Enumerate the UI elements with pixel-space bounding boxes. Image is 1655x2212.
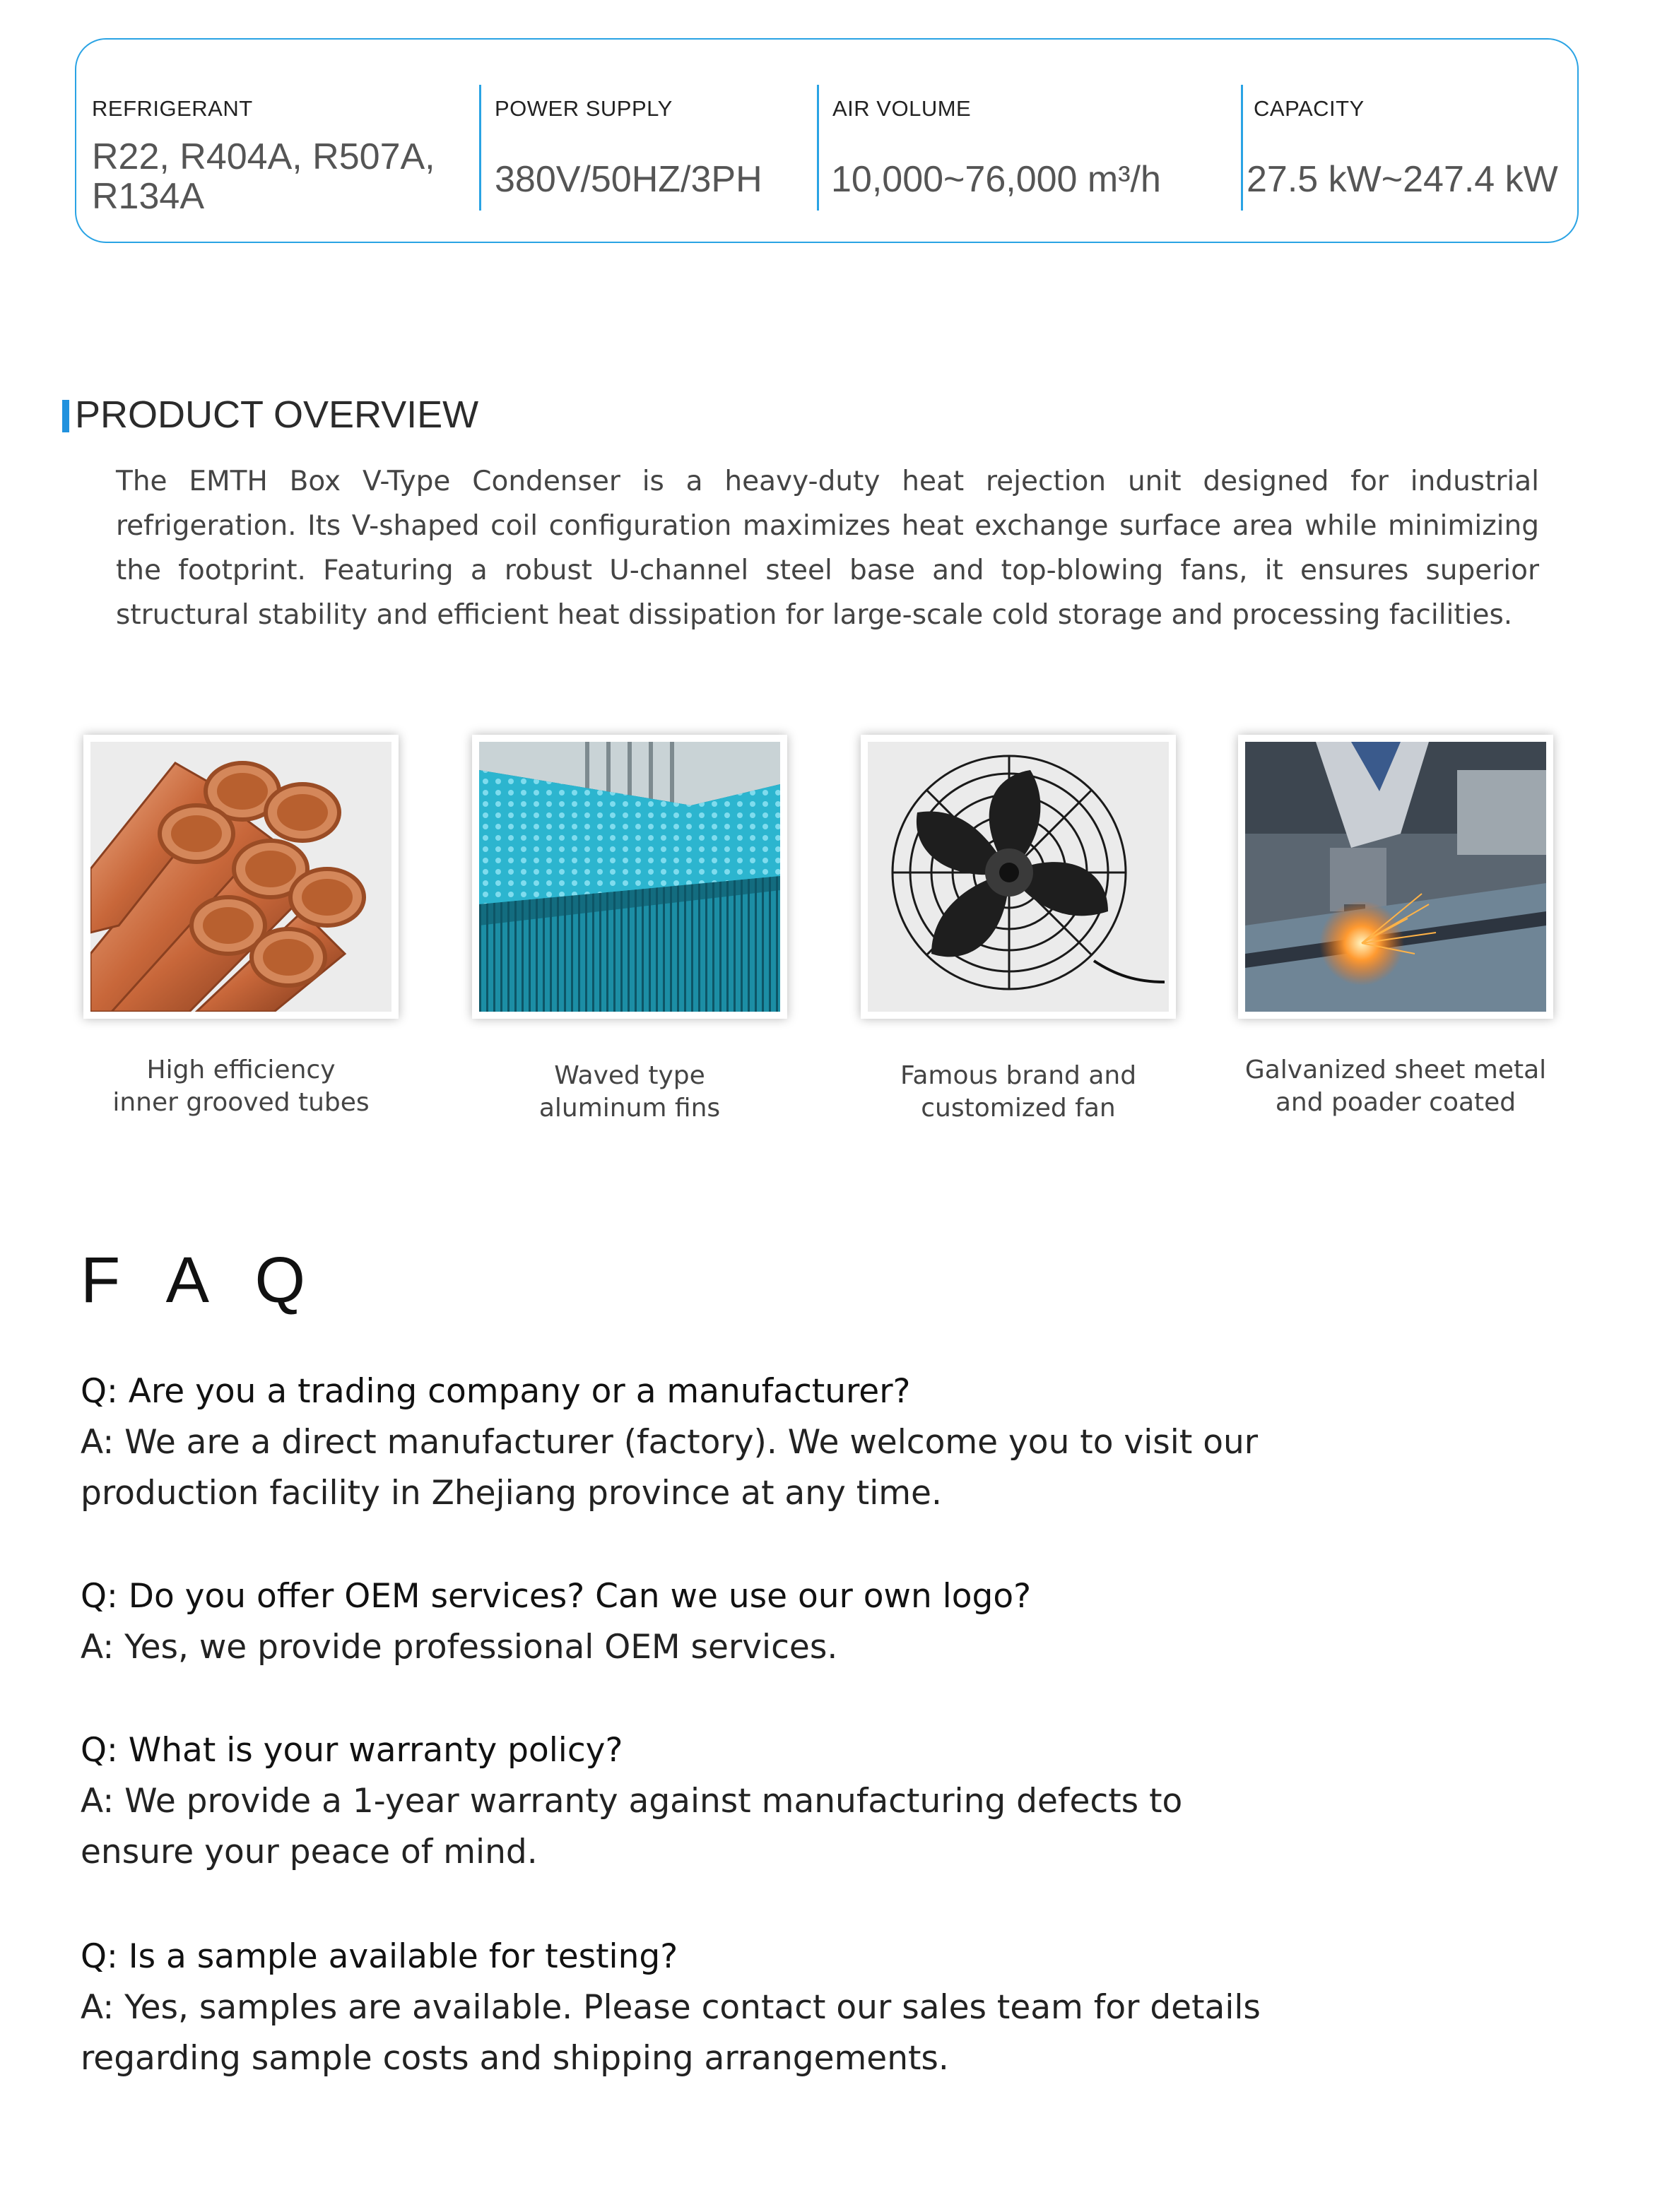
spec-value [92, 137, 435, 216]
faq-item [81, 1366, 1494, 1519]
feature-caption-tubes [57, 1054, 425, 1119]
faq-question: Q: What is your warranty policy? [81, 1731, 623, 1770]
caption-line: inner grooved tubes [112, 1088, 370, 1117]
spec-value: 10,000~76,000 m³/h [831, 159, 1161, 200]
caption-line: High efficiency [146, 1055, 336, 1084]
faq-answer [81, 1417, 1494, 1519]
copper-tubes-image [90, 742, 391, 1012]
faq-question: Q: Do you offer OEM services? Can we use our own logo? [81, 1577, 1032, 1616]
faq-title: F A Q [81, 1244, 322, 1316]
spec-value-line: R134A [92, 176, 204, 217]
feature-card-tubes [83, 735, 399, 1019]
feature-card-sheet-metal [1238, 735, 1553, 1019]
aluminum-fins-image [479, 742, 780, 1012]
faq-question: Q: Are you a trading company or a manufacturer? [81, 1372, 911, 1411]
feature-card-fins [472, 735, 787, 1019]
heading-accent-bar [62, 400, 69, 432]
feature-caption-fins [446, 1060, 813, 1125]
axial-fan-image [868, 742, 1169, 1012]
spec-label: REFRIGERANT [92, 96, 253, 121]
faq-item [81, 1571, 1494, 1673]
spec-label: CAPACITY [1254, 96, 1365, 121]
faq-answer [81, 1776, 1494, 1878]
feature-caption-fan [835, 1060, 1202, 1125]
spec-divider [817, 85, 819, 211]
faq-answer-line: A: Yes, we provide professional OEM services. [81, 1628, 838, 1667]
caption-line: Famous brand and [900, 1061, 1137, 1090]
spec-label: POWER SUPPLY [495, 96, 673, 121]
spec-divider [479, 85, 481, 211]
caption-line: customized fan [921, 1094, 1116, 1123]
spec-value: 27.5 kW~247.4 kW [1247, 159, 1558, 200]
caption-line: Galvanized sheet metal [1244, 1055, 1547, 1084]
faq-item [81, 1725, 1494, 1878]
faq-answer-line: A: We provide a 1-year warranty against manufacturing defects to [81, 1782, 1183, 1821]
feature-caption-sheet-metal [1212, 1054, 1579, 1119]
overview-heading: PRODUCT OVERVIEW [75, 394, 479, 436]
faq-answer-line: A: We are a direct manufacturer (factory). We welcome you to visit our [81, 1423, 1259, 1462]
laser-cutting-image [1245, 742, 1546, 1012]
caption-line: aluminum fins [538, 1094, 721, 1123]
overview-text: The EMTH Box V-Type Condenser is a heavy-duty heat rejection unit designed for industrial refrigeration. Its V-shaped coil configuration maximizes heat exchange surface area while minimizing the footprint. Featuring a robust U-channel steel base and top-blowing fans, it ensures superior structural stability and efficient heat dissipation for large-scale cold storage and processing facilities. [116, 466, 1539, 631]
faq-answer [81, 1982, 1494, 2084]
faq-answer [81, 1622, 1494, 1673]
spec-divider [1241, 85, 1243, 211]
faq-answer-line: A: Yes, samples are available. Please contact our sales team for details [81, 1988, 1261, 2027]
caption-line: Waved type [554, 1061, 705, 1090]
caption-line: and poader coated [1275, 1088, 1516, 1117]
faq-answer-line: ensure your peace of mind. [81, 1833, 538, 1871]
spec-panel [75, 38, 1579, 243]
faq-answer-line: regarding sample costs and shipping arrangements. [81, 2039, 949, 2078]
faq-question: Q: Is a sample available for testing? [81, 1937, 678, 1976]
spec-label: AIR VOLUME [832, 96, 972, 121]
feature-card-fan [861, 735, 1176, 1019]
faq-item [81, 1932, 1494, 2084]
spec-value: 380V/50HZ/3PH [495, 159, 762, 200]
faq-answer-line: production facility in Zhejiang province at any time. [81, 1474, 942, 1513]
spec-value-line: R22, R404A, R507A, [92, 136, 435, 177]
